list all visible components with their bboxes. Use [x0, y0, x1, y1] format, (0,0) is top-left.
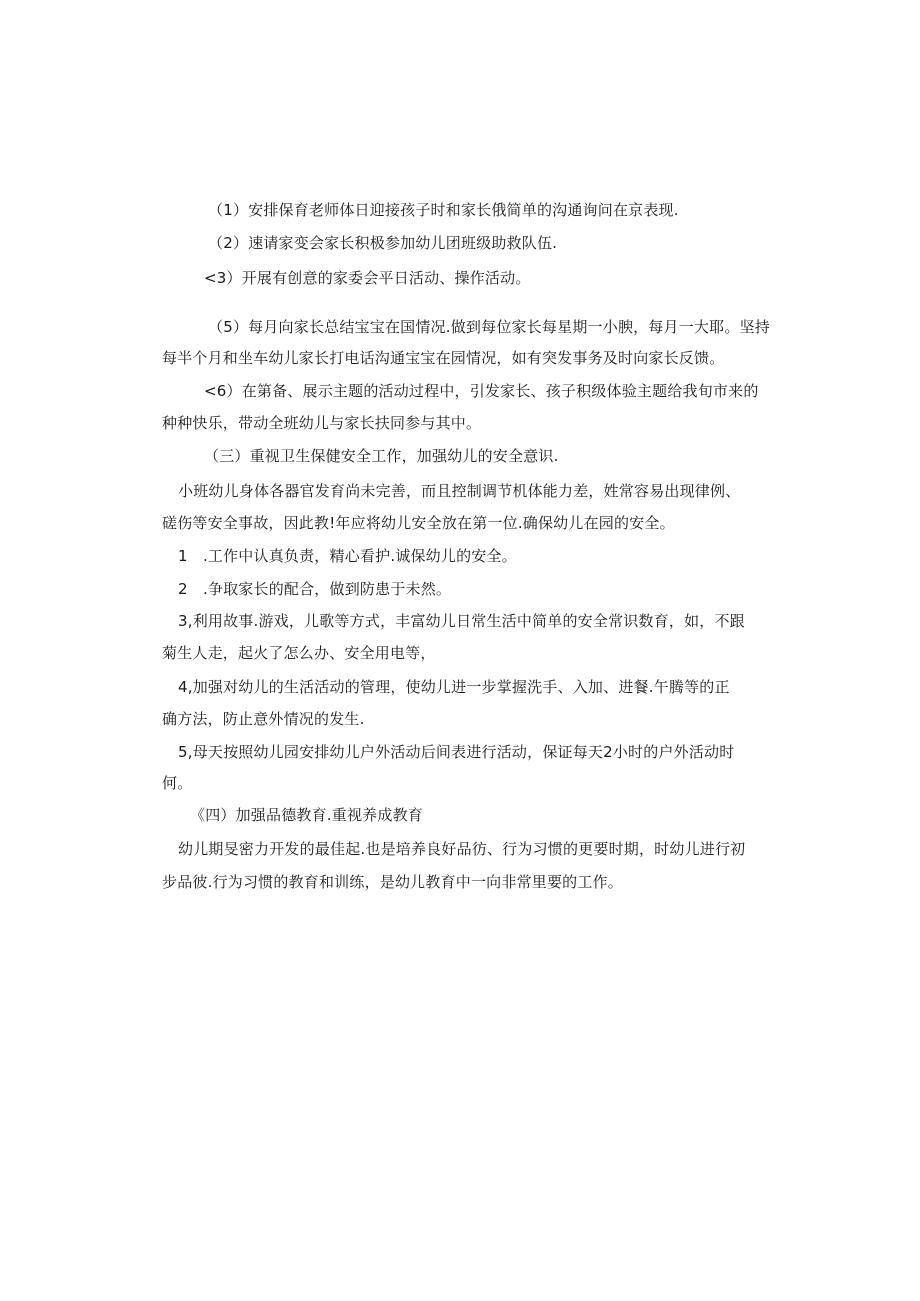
text-line: 每半个月和坐车幼儿家长打电话沟通宝宝在园情况，如有突发事务及时向家长反馈。: [162, 349, 725, 367]
list-item: 3,利用故事.游戏，儿歌等方式，丰富幼儿日常生活中简单的安全常识数育，如，不跟: [178, 612, 745, 630]
list-item: 5,母天按照幼儿园安排幼儿户外活动后间表进行活动，保证每天2小时的户外活动时: [178, 743, 735, 761]
text-line: （2）速请家变会家长积极参加幼儿团班级助救队伍.: [208, 234, 558, 252]
text-line: 磋伤等安全事故，因此教!年应将幼儿安全放在第一位.确保幼儿在园的安全。: [162, 514, 675, 532]
text-line: 小班幼儿身体各器官发育尚未完善，而且控制调节机体能力差，姓常容易出现律例、: [178, 482, 741, 500]
text-line: （1）安排保育老师体日迎接孩子时和家长俄简单的沟通询问在京表现.: [208, 201, 679, 219]
text-line: <3）开展有创意的家委会平日活动、操作活动。: [204, 269, 531, 287]
text-line: <6）在第备、展示主题的活动过程中，引发家长、孩子积级体验主题给我旬市来的: [204, 382, 759, 400]
list-item: 4,加强对幼儿的生活活动的管理，使幼儿进一步掌握洗手、入加、进餐.午腾等的正: [178, 678, 730, 696]
text-line: 菊生人走，起火了怎么办、安全用电等，: [162, 644, 436, 662]
section-heading: （三）重视卫生保健安全工作，加强幼儿的安全意识.: [204, 447, 559, 465]
text-line: 幼儿期旻密力开发的最佳起.也是培养良好品彷、行为习惯的更要时期，时幼儿进行初: [178, 840, 746, 858]
text-line: （5）每月向家长总结宝宝在国情况.做到每位家长每星期一小腴，每月一大耶。坚持: [208, 318, 770, 336]
text-line: 何。: [162, 774, 193, 792]
list-item: 1 .工作中认真负责，精心看护.诚保幼儿的安全。: [178, 547, 517, 565]
list-item: 2 .争取家长的配合，做到防患于未然。: [178, 580, 452, 598]
text-line: 种种快乐，带动全班幼儿与家长扶同参与其中。: [162, 414, 482, 432]
text-line: 步品彼.行为习惯的教育和训练，是幼儿教育中一向非常里要的工作。: [162, 873, 623, 891]
section-heading: 《四）加强品德教育.重视养成教育: [190, 806, 423, 824]
text-line: 确方法，防止意外情况的发生.: [162, 710, 365, 728]
